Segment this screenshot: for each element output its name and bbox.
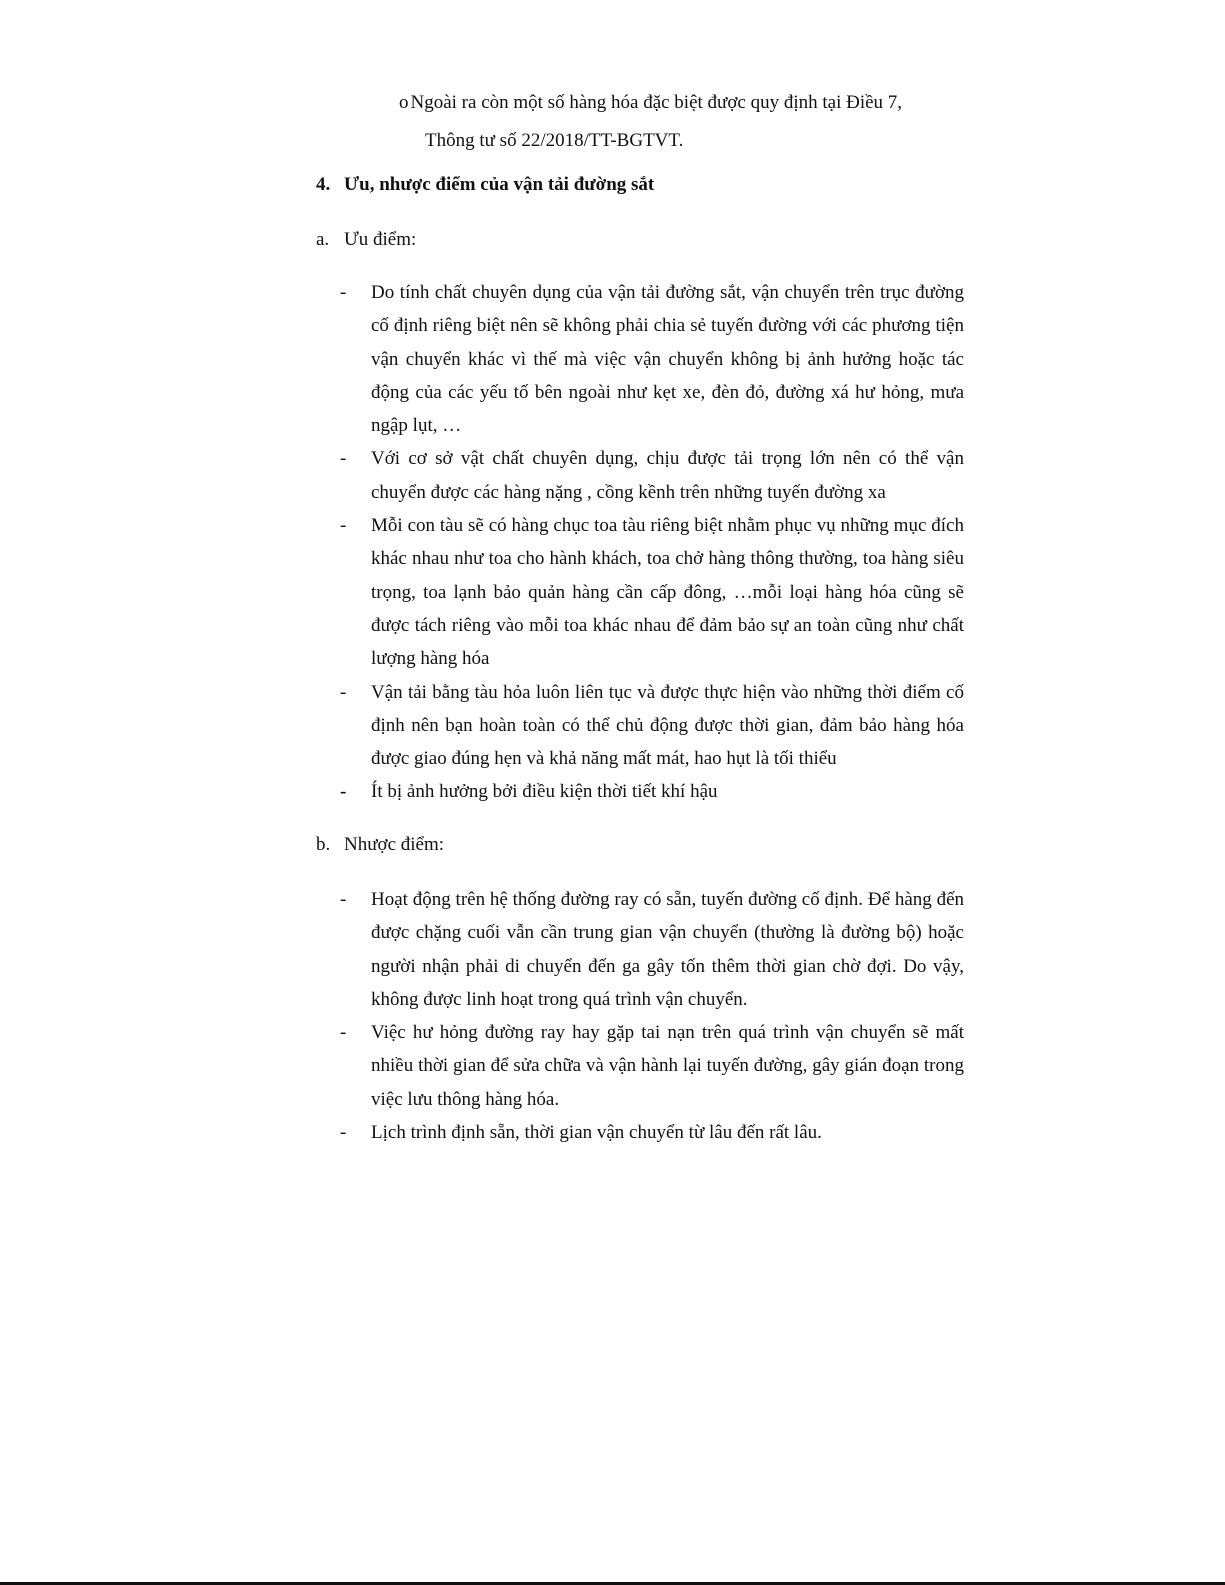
dash-bullet: - (340, 515, 347, 537)
dash-bullet: - (340, 781, 347, 803)
disadvantages-heading (316, 830, 444, 860)
section-title: Ưu, nhược điểm của vận tải đường sắt (344, 174, 655, 195)
list-item (340, 676, 964, 776)
item-text: Việc hư hỏng đường ray hay gặp tai nạn trên quá trình vận chuyển sẽ mất nhiều thời gian để sửa chữa và vận hành lại tuyến đường, gây gián đoạn trong việc lưu thông hàng hóa. (371, 1022, 964, 1110)
intro-paragraph (399, 84, 959, 160)
list-item (340, 1016, 964, 1116)
dash-bullet: - (340, 448, 347, 470)
dash-bullet: - (340, 282, 347, 303)
item-text: Do tính chất chuyên dụng của vận tải đường sắt, vận chuyển trên trục đường cố định riêng biệt nên sẽ không phải chia sẻ tuyến đường với các phương tiện vận chuyển khác vì thế mà việc vận chuyển không bị ảnh hưởng hoặc tác động của các yếu tố bên ngoài như kẹt xe, đèn đỏ, đường xá hư hỏng, mưa ngập lụt, … (371, 282, 964, 437)
dash-bullet: - (340, 1122, 347, 1144)
intro-line-2: Thông tư số 22/2018/TT-BGTVT. (425, 130, 684, 151)
item-text: Hoạt động trên hệ thống đường ray có sẵn, tuyến đường cố định. Để hàng đến được chặng cuối vẫn cần trung gian vận chuyển (thường là đường bộ) hoặc người nhận phải di chuyển đến ga gây tốn thêm thời gian chờ đợi. Do vậy, không được linh hoạt trong quá trình vận chuyển. (371, 889, 964, 1010)
item-text: Lịch trình định sẵn, thời gian vận chuyển từ lâu đến rất lâu. (371, 1122, 822, 1144)
section-number: 4. (316, 174, 331, 195)
dash-bullet: - (340, 1022, 347, 1044)
disadvantages-title: Nhược điểm: (344, 834, 445, 855)
advantages-list (340, 276, 964, 809)
advantages-letter: a. (316, 229, 330, 250)
list-item (340, 442, 964, 509)
dash-bullet: - (340, 681, 347, 703)
item-text: Ít bị ảnh hưởng bởi điều kiện thời tiết khí hậu (371, 781, 718, 803)
list-item (340, 775, 964, 808)
disadvantages-list (340, 883, 964, 1149)
advantages-heading (316, 225, 416, 255)
disadvantages-letter: b. (316, 834, 331, 855)
item-text: Vận tải bằng tàu hỏa luôn liên tục và được thực hiện vào những thời điểm cố định nên bạn hoàn toàn có thể chủ động được thời gian, đảm bảo hàng hóa được giao đúng hẹn và khả năng mất mát, hao hụt là tối thiểu (371, 681, 964, 770)
item-text: Mỗi con tàu sẽ có hàng chục toa tàu riêng biệt nhằm phục vụ những mục đích khác nhau như toa cho hành khách, toa chở hàng thông thường, toa hàng siêu trọng, toa lạnh bảo quản hàng cần cấp đông, …mỗi loại hàng hóa cũng sẽ được tách riêng vào mỗi toa khác nhau để đảm bảo sự an toàn cũng như chất lượng hàng hóa (371, 515, 964, 670)
list-item (340, 1116, 964, 1149)
intro-line-1: Ngoài ra còn một số hàng hóa đặc biệt được quy định tại Điều 7, (410, 92, 903, 113)
section-heading (316, 170, 654, 200)
list-item (340, 276, 964, 442)
list-item (340, 509, 964, 675)
item-text: Với cơ sở vật chất chuyên dụng, chịu được tải trọng lớn nên có thể vận chuyển được các hàng nặng , cồng kềnh trên những tuyến đường xa (371, 448, 964, 503)
dash-bullet: - (340, 889, 347, 910)
list-item (340, 883, 964, 1016)
circle-bullet: o (399, 92, 409, 113)
advantages-title: Ưu điểm: (344, 229, 417, 250)
